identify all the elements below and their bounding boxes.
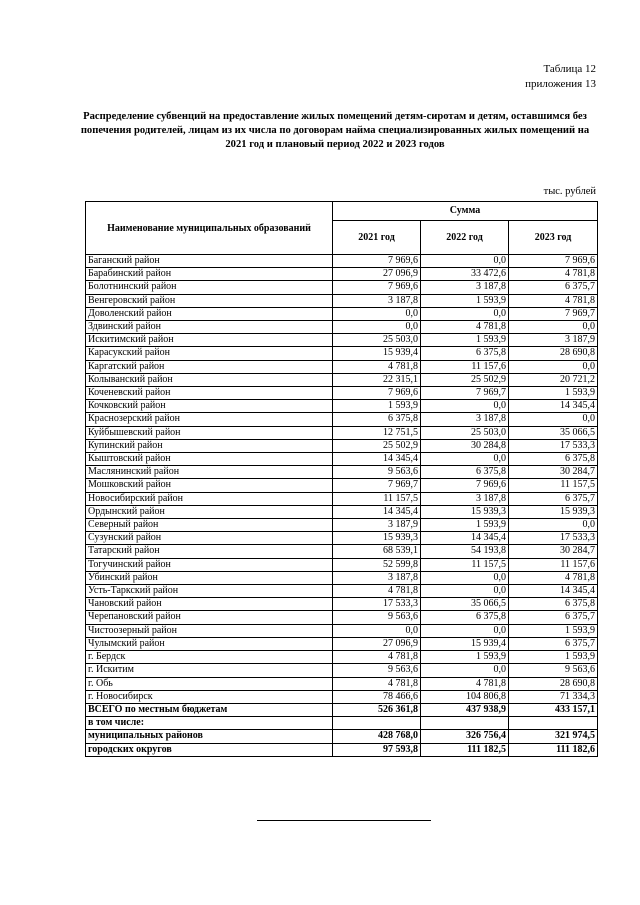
column-header-name: Наименование муниципальных образований bbox=[86, 202, 333, 255]
row-value-2023: 433 157,1 bbox=[509, 703, 598, 716]
row-name: Сузунский район bbox=[86, 532, 333, 545]
row-name: Коченевский район bbox=[86, 387, 333, 400]
row-value-2021: 0,0 bbox=[333, 321, 421, 334]
row-value-2023: 0,0 bbox=[509, 413, 598, 426]
row-name: г. Искитим bbox=[86, 664, 333, 677]
row-name: Баганский район bbox=[86, 255, 333, 268]
total-row bbox=[86, 703, 598, 716]
appendix-number-label: приложения 13 bbox=[525, 78, 596, 90]
row-name: Здвинский район bbox=[86, 321, 333, 334]
row-value-2023: 17 533,3 bbox=[509, 439, 598, 452]
table-row bbox=[86, 360, 598, 373]
row-value-2023: 14 345,4 bbox=[509, 585, 598, 598]
table-number-label: Таблица 12 bbox=[543, 63, 596, 75]
row-value-2021: 7 969,6 bbox=[333, 255, 421, 268]
table-row bbox=[86, 637, 598, 650]
row-value-2021: 0,0 bbox=[333, 307, 421, 320]
row-name: Маслянинский район bbox=[86, 466, 333, 479]
row-value-2022: 437 938,9 bbox=[421, 703, 509, 716]
row-value-2021: 27 096,9 bbox=[333, 637, 421, 650]
row-value-2021: 4 781,8 bbox=[333, 651, 421, 664]
row-value-2022: 0,0 bbox=[421, 255, 509, 268]
row-value-2023: 11 157,6 bbox=[509, 558, 598, 571]
row-name: ВСЕГО по местным бюджетам bbox=[86, 703, 333, 716]
row-name: Каргатский район bbox=[86, 360, 333, 373]
row-value-2021: 11 157,5 bbox=[333, 492, 421, 505]
row-name: Чистоозерный район bbox=[86, 624, 333, 637]
row-name: Чановский район bbox=[86, 598, 333, 611]
row-value-2021: 12 751,5 bbox=[333, 426, 421, 439]
row-value-2023: 7 969,7 bbox=[509, 307, 598, 320]
row-value-2023: 4 781,8 bbox=[509, 268, 598, 281]
row-name: Чулымский район bbox=[86, 637, 333, 650]
row-value-2022: 4 781,8 bbox=[421, 677, 509, 690]
row-value-2022: 6 375,8 bbox=[421, 347, 509, 360]
table-row bbox=[86, 453, 598, 466]
row-value-2021: 7 969,7 bbox=[333, 479, 421, 492]
appendix-reference bbox=[525, 62, 596, 92]
row-value-2021: 17 533,3 bbox=[333, 598, 421, 611]
row-value-2021: 15 939,4 bbox=[333, 347, 421, 360]
table-row bbox=[86, 268, 598, 281]
row-name: Куйбышевский район bbox=[86, 426, 333, 439]
table-row bbox=[86, 571, 598, 584]
column-header-sum: Сумма bbox=[333, 202, 598, 221]
row-value-2021: 14 345,4 bbox=[333, 505, 421, 518]
table-row bbox=[86, 281, 598, 294]
row-value-2021: 3 187,9 bbox=[333, 519, 421, 532]
table-row bbox=[86, 532, 598, 545]
row-value-2023: 321 974,5 bbox=[509, 730, 598, 743]
table-row bbox=[86, 611, 598, 624]
column-header-2021: 2021 год bbox=[333, 220, 421, 254]
row-value-2023: 6 375,8 bbox=[509, 453, 598, 466]
row-value-2021: 78 466,6 bbox=[333, 690, 421, 703]
table-row bbox=[86, 585, 598, 598]
row-value-2021: 15 939,3 bbox=[333, 532, 421, 545]
table-row bbox=[86, 505, 598, 518]
row-value-2021: 4 781,8 bbox=[333, 677, 421, 690]
table-row bbox=[86, 413, 598, 426]
row-value-2021: 428 768,0 bbox=[333, 730, 421, 743]
table-row bbox=[86, 373, 598, 386]
row-name: Колыванский район bbox=[86, 373, 333, 386]
row-value-2022: 111 182,5 bbox=[421, 743, 509, 756]
row-value-2021: 526 361,8 bbox=[333, 703, 421, 716]
table-row bbox=[86, 558, 598, 571]
row-value-2023: 28 690,8 bbox=[509, 677, 598, 690]
row-value-2023: 71 334,3 bbox=[509, 690, 598, 703]
table-row bbox=[86, 439, 598, 452]
row-value-2023 bbox=[509, 717, 598, 730]
row-value-2022: 0,0 bbox=[421, 585, 509, 598]
row-value-2023: 6 375,7 bbox=[509, 281, 598, 294]
row-value-2023: 0,0 bbox=[509, 360, 598, 373]
row-name: Убинский район bbox=[86, 571, 333, 584]
row-value-2022 bbox=[421, 717, 509, 730]
row-value-2022: 1 593,9 bbox=[421, 334, 509, 347]
row-name: Барабинский район bbox=[86, 268, 333, 281]
total-row bbox=[86, 730, 598, 743]
row-value-2021: 9 563,6 bbox=[333, 611, 421, 624]
row-name: Северный район bbox=[86, 519, 333, 532]
row-value-2023: 9 563,6 bbox=[509, 664, 598, 677]
table-row bbox=[86, 598, 598, 611]
row-value-2022: 0,0 bbox=[421, 453, 509, 466]
row-name: Татарский район bbox=[86, 545, 333, 558]
row-value-2023: 3 187,9 bbox=[509, 334, 598, 347]
row-value-2022: 104 806,8 bbox=[421, 690, 509, 703]
row-value-2022: 7 969,6 bbox=[421, 479, 509, 492]
row-value-2023: 0,0 bbox=[509, 519, 598, 532]
row-value-2021: 7 969,6 bbox=[333, 281, 421, 294]
row-value-2022: 11 157,5 bbox=[421, 558, 509, 571]
row-value-2022: 6 375,8 bbox=[421, 466, 509, 479]
table-row bbox=[86, 400, 598, 413]
row-value-2022: 0,0 bbox=[421, 624, 509, 637]
table-row bbox=[86, 347, 598, 360]
row-value-2022: 1 593,9 bbox=[421, 519, 509, 532]
row-value-2023: 1 593,9 bbox=[509, 387, 598, 400]
table-row bbox=[86, 321, 598, 334]
row-value-2022: 35 066,5 bbox=[421, 598, 509, 611]
table-row bbox=[86, 294, 598, 307]
row-name: Кочковский район bbox=[86, 400, 333, 413]
row-value-2023: 30 284,7 bbox=[509, 545, 598, 558]
row-name: муниципальных районов bbox=[86, 730, 333, 743]
row-value-2022: 1 593,9 bbox=[421, 294, 509, 307]
table-row bbox=[86, 334, 598, 347]
row-value-2023: 17 533,3 bbox=[509, 532, 598, 545]
document-title: Распределение субвенций на предоставление жилых помещений детям-сиротам и детям, оставшимся без попечения родителей, лицам из их числа по договорам найма специализированных жилых помещений на 2021 год и плановый период 2022 и 2023 годов bbox=[80, 111, 590, 150]
row-value-2022: 0,0 bbox=[421, 571, 509, 584]
row-name: Искитимский район bbox=[86, 334, 333, 347]
row-value-2022: 326 756,4 bbox=[421, 730, 509, 743]
column-header-2022: 2022 год bbox=[421, 220, 509, 254]
row-value-2023: 1 593,9 bbox=[509, 651, 598, 664]
row-value-2021: 22 315,1 bbox=[333, 373, 421, 386]
row-value-2021: 0,0 bbox=[333, 624, 421, 637]
table-row bbox=[86, 307, 598, 320]
row-value-2021: 9 563,6 bbox=[333, 466, 421, 479]
row-value-2023: 6 375,7 bbox=[509, 611, 598, 624]
row-value-2021: 52 599,8 bbox=[333, 558, 421, 571]
row-value-2022: 30 284,8 bbox=[421, 439, 509, 452]
table-row bbox=[86, 624, 598, 637]
row-value-2021: 14 345,4 bbox=[333, 453, 421, 466]
row-value-2023: 6 375,7 bbox=[509, 492, 598, 505]
table-row bbox=[86, 426, 598, 439]
row-value-2021: 4 781,8 bbox=[333, 585, 421, 598]
row-name: Доволенский район bbox=[86, 307, 333, 320]
row-value-2022: 25 502,9 bbox=[421, 373, 509, 386]
row-value-2023: 6 375,7 bbox=[509, 637, 598, 650]
table-row bbox=[86, 545, 598, 558]
table-row bbox=[86, 651, 598, 664]
row-value-2022: 3 187,8 bbox=[421, 492, 509, 505]
total-row bbox=[86, 743, 598, 756]
row-value-2022: 33 472,6 bbox=[421, 268, 509, 281]
row-value-2022: 14 345,4 bbox=[421, 532, 509, 545]
row-value-2022: 15 939,3 bbox=[421, 505, 509, 518]
row-value-2023: 11 157,5 bbox=[509, 479, 598, 492]
row-value-2023: 7 969,6 bbox=[509, 255, 598, 268]
row-value-2022: 15 939,4 bbox=[421, 637, 509, 650]
table-row bbox=[86, 479, 598, 492]
row-value-2023: 6 375,8 bbox=[509, 598, 598, 611]
row-name: Ордынский район bbox=[86, 505, 333, 518]
row-name: г. Бердск bbox=[86, 651, 333, 664]
row-name: Купинский район bbox=[86, 439, 333, 452]
row-value-2023: 35 066,5 bbox=[509, 426, 598, 439]
row-value-2022: 0,0 bbox=[421, 400, 509, 413]
subvention-table bbox=[85, 201, 598, 757]
row-name: Усть-Таркский район bbox=[86, 585, 333, 598]
row-value-2021: 68 539,1 bbox=[333, 545, 421, 558]
row-value-2023: 15 939,3 bbox=[509, 505, 598, 518]
total-row bbox=[86, 717, 598, 730]
row-value-2021: 7 969,6 bbox=[333, 387, 421, 400]
row-value-2022: 11 157,6 bbox=[421, 360, 509, 373]
row-value-2022: 1 593,9 bbox=[421, 651, 509, 664]
row-value-2022: 6 375,8 bbox=[421, 611, 509, 624]
row-name: Болотнинский район bbox=[86, 281, 333, 294]
table-row bbox=[86, 255, 598, 268]
row-name: в том числе: bbox=[86, 717, 333, 730]
row-value-2021: 25 502,9 bbox=[333, 439, 421, 452]
row-value-2023: 0,0 bbox=[509, 321, 598, 334]
row-name: г. Новосибирск bbox=[86, 690, 333, 703]
table-body bbox=[86, 255, 598, 757]
row-value-2023: 1 593,9 bbox=[509, 624, 598, 637]
table-row bbox=[86, 466, 598, 479]
row-name: Черепановский район bbox=[86, 611, 333, 624]
row-name: Краснозерский район bbox=[86, 413, 333, 426]
row-value-2021: 3 187,8 bbox=[333, 294, 421, 307]
table-row bbox=[86, 677, 598, 690]
row-value-2023: 20 721,2 bbox=[509, 373, 598, 386]
row-value-2023: 4 781,8 bbox=[509, 571, 598, 584]
row-value-2021 bbox=[333, 717, 421, 730]
row-value-2022: 25 503,0 bbox=[421, 426, 509, 439]
row-value-2021: 97 593,8 bbox=[333, 743, 421, 756]
row-value-2021: 3 187,8 bbox=[333, 571, 421, 584]
table-row bbox=[86, 519, 598, 532]
row-name: Новосибирский район bbox=[86, 492, 333, 505]
row-name: Тогучинский район bbox=[86, 558, 333, 571]
table-row bbox=[86, 664, 598, 677]
row-value-2023: 14 345,4 bbox=[509, 400, 598, 413]
row-name: городских округов bbox=[86, 743, 333, 756]
row-value-2023: 30 284,7 bbox=[509, 466, 598, 479]
row-value-2022: 7 969,7 bbox=[421, 387, 509, 400]
row-value-2023: 4 781,8 bbox=[509, 294, 598, 307]
row-value-2021: 27 096,9 bbox=[333, 268, 421, 281]
table-row bbox=[86, 387, 598, 400]
row-name: Венгеровский район bbox=[86, 294, 333, 307]
footer-divider bbox=[257, 820, 431, 821]
row-name: г. Обь bbox=[86, 677, 333, 690]
row-value-2021: 6 375,8 bbox=[333, 413, 421, 426]
row-value-2022: 4 781,8 bbox=[421, 321, 509, 334]
row-value-2023: 28 690,8 bbox=[509, 347, 598, 360]
row-value-2021: 25 503,0 bbox=[333, 334, 421, 347]
row-value-2021: 4 781,8 bbox=[333, 360, 421, 373]
row-value-2021: 9 563,6 bbox=[333, 664, 421, 677]
row-value-2022: 54 193,8 bbox=[421, 545, 509, 558]
row-value-2021: 1 593,9 bbox=[333, 400, 421, 413]
column-header-2023: 2023 год bbox=[509, 220, 598, 254]
table-row bbox=[86, 690, 598, 703]
row-value-2022: 3 187,8 bbox=[421, 413, 509, 426]
row-value-2022: 3 187,8 bbox=[421, 281, 509, 294]
row-value-2023: 111 182,6 bbox=[509, 743, 598, 756]
row-name: Карасукский район bbox=[86, 347, 333, 360]
table-row bbox=[86, 492, 598, 505]
row-value-2022: 0,0 bbox=[421, 307, 509, 320]
row-name: Кыштовский район bbox=[86, 453, 333, 466]
row-value-2022: 0,0 bbox=[421, 664, 509, 677]
row-name: Мошковский район bbox=[86, 479, 333, 492]
units-label: тыс. рублей bbox=[543, 186, 596, 197]
